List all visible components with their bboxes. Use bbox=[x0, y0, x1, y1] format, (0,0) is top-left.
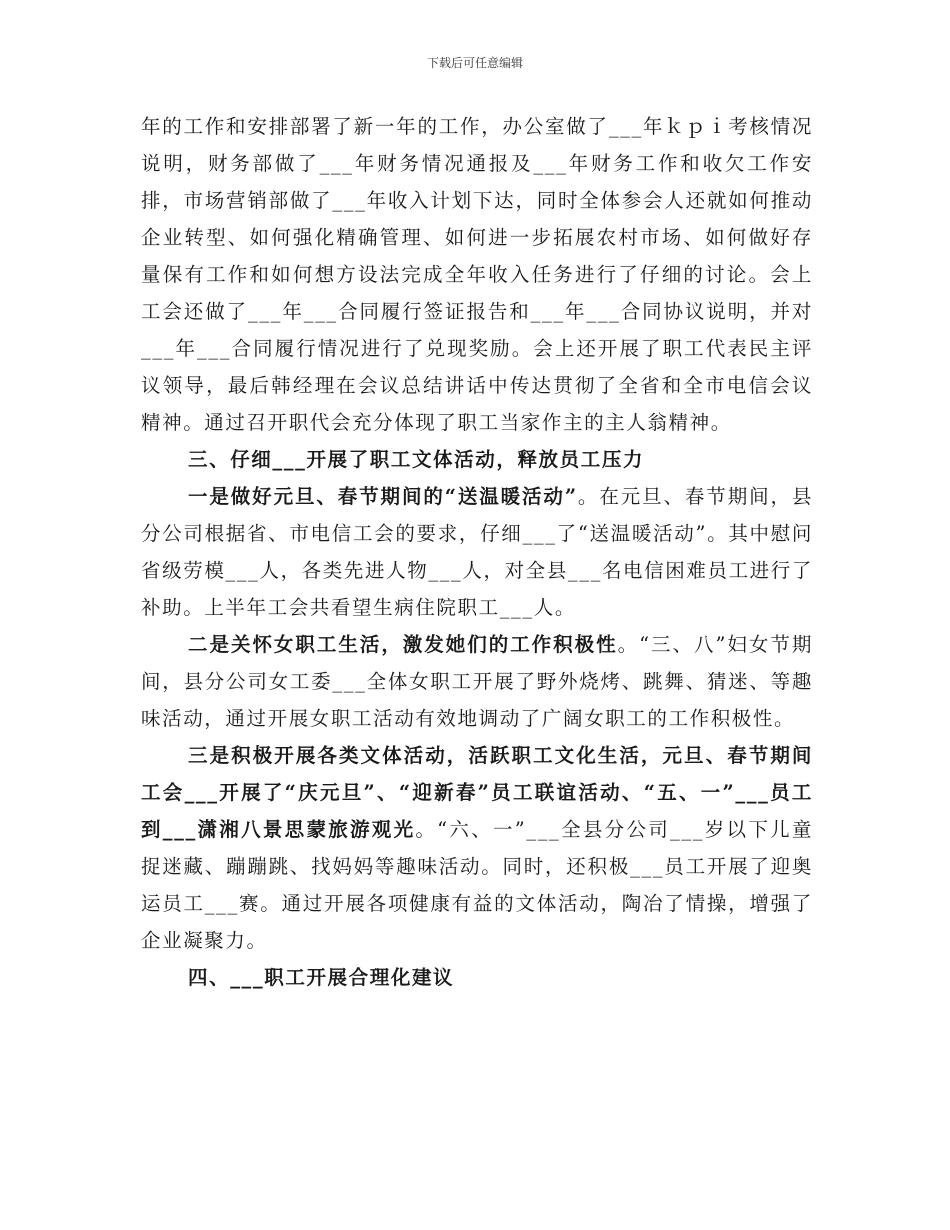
paragraph-warmth-activity bbox=[141, 478, 813, 626]
paragraph-lead: 一是做好元旦、春节期间的“送温暖活动” bbox=[188, 485, 578, 508]
section-heading-text: 四、___职工开展合理化建议 bbox=[188, 966, 455, 989]
paragraph-cultural-activities bbox=[141, 737, 813, 959]
paragraph-text: 。“六、一”___全县分公司___岁以下儿童捉迷藏、蹦蹦跳、找妈妈等趣味活动。同时，还积极___员工开展了迎奥运员工___赛。通过开展各项健康有益的文体活动，陶冶了情操，增强了企业凝聚力。 bbox=[141, 818, 814, 952]
paragraph-female-workers bbox=[141, 626, 813, 737]
paragraph-text: 年的工作和安排部署了新一年的工作，办公室做了___年ｋｐｉ考核情况说明，财务部做了___年财务情况通报及___年财务工作和收欠工作安排，市场营销部做了___年收入计划下达，同时全体参会人还就如何推动企业转型、如何强化精确管理、如何进一步拓展农村市场、如何做好存量保有工作和如何想方设法完成全年收入任务进行了仔细的讨论。会上工会还做了___年___合同履行签证报告和___年___合同协议说明，并对___年___合同履行情况进行了兑现奖励。会上还开展了职工代表民主评议领导，最后韩经理在会议总结讲话中传达贯彻了全省和全市电信会议精神。通过召开职代会充分体现了职工当家作主的主人翁精神。 bbox=[141, 115, 813, 434]
paragraph-lead: 二是关怀女职工生活，激发她们的工作积极性 bbox=[188, 633, 618, 656]
paragraph-text: 。“三、八”妇女节期间，县分公司女工委___全体女职工开展了野外烧烤、跳舞、猜迷、等趣味活动，通过开展女职工活动有效地调动了广阔女职工的工作积极性。 bbox=[141, 633, 813, 730]
section-heading-3 bbox=[141, 441, 813, 478]
page-header: 下载后可任意编辑 bbox=[426, 56, 523, 70]
section-heading-text: 三、仔细___开展了职工文体活动，释放员工压力 bbox=[188, 448, 645, 471]
document-body bbox=[141, 108, 813, 996]
section-heading-4 bbox=[141, 959, 813, 996]
paragraph-lead: 三是积极开展各类文体活动，活跃职工文化生活，元旦、春节期间工会___开展了“庆元旦”、“迎新春”员工联谊活动、“五、一”___员工到___潇湘八景思蒙旅游观光 bbox=[141, 744, 813, 841]
paragraph-text: 。在元旦、春节期间，县分公司根据省、市电信工会的要求，仔细___了“送温暖活动”。其中慰问省级劳模___人，各类先进人物___人，对全县___名电信困难员工进行了补助。上半年工会共看望生病住院职工___人。 bbox=[141, 485, 813, 619]
paragraph-meeting-summary bbox=[141, 108, 813, 441]
